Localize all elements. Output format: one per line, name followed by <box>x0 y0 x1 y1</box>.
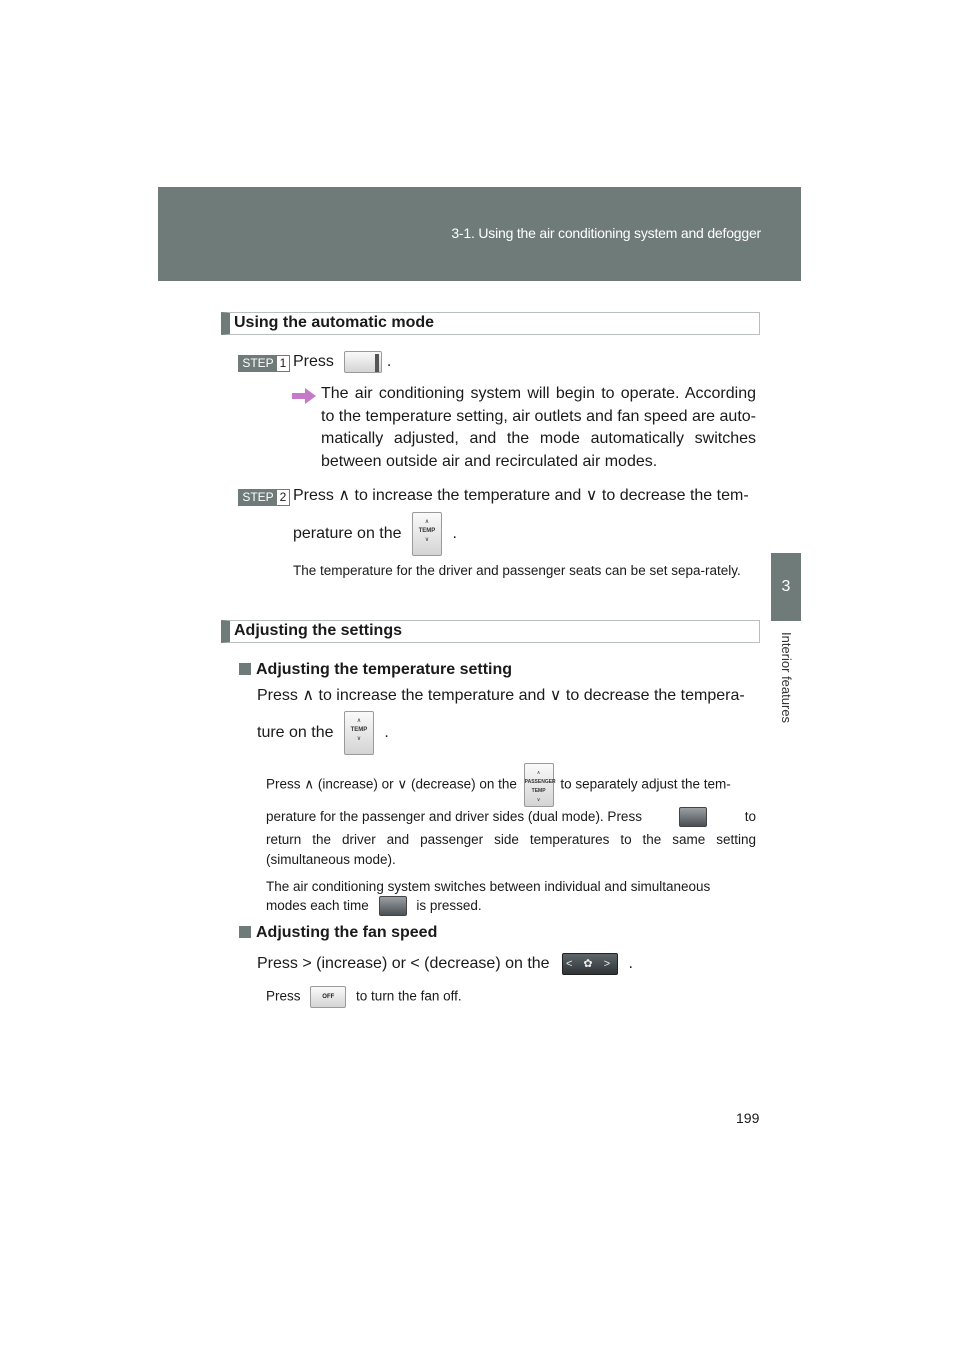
header-band <box>158 187 801 281</box>
step1-result: The air conditioning system will begin to operate. According to the temperature setting, air outlets and fan speed are auto-matically adjusted, and the mode automatically switches between outside air and recirculated air modes. <box>321 385 756 470</box>
section-title: Adjusting the settings <box>234 622 402 639</box>
auto-button-icon <box>344 351 382 373</box>
subheading-temperature <box>239 659 512 682</box>
square-bullet-icon <box>239 663 251 675</box>
step1-press-text: Press <box>293 353 334 371</box>
temp-button-icon: ∧ TEMP ∨ <box>344 711 374 755</box>
fan-line <box>257 953 633 976</box>
section-heading-adjusting <box>221 620 760 643</box>
fan-off-label: OFF <box>322 994 335 1000</box>
subheading-text: Adjusting the temperature setting <box>256 661 513 678</box>
step-label: STEP <box>239 490 277 505</box>
section-heading-automatic <box>221 312 760 335</box>
temp-button-label: TEMP <box>418 528 436 534</box>
fan-speed-button-icon: < ✿ > <box>562 953 618 975</box>
mode-note-line2 <box>266 896 482 916</box>
dual-note-line1 <box>266 763 756 807</box>
step2-line1: Press ∧ to increase the temperature and ∨ to decrease the tem- <box>293 487 749 504</box>
chapter-number-tab: 3 <box>771 553 801 621</box>
step-number: 1 <box>279 356 287 370</box>
passenger-temp-button-icon: ∧ PASSENGER TEMP ∨ <box>524 763 554 807</box>
step2-note: The temperature for the driver and passenger seats can be set sepa-rately. <box>293 563 741 578</box>
fan-off-button-icon <box>310 986 346 1008</box>
fan-off-text: Press <box>266 988 301 1004</box>
temp-button-icon: ∧ TEMP ∨ <box>412 512 442 556</box>
step2-line2-text: perature on the <box>293 525 402 543</box>
temp-period: . <box>384 724 389 742</box>
step-badge-1 <box>238 355 290 372</box>
chapter-side-label: Interior features <box>779 632 794 724</box>
page-number: 199 <box>736 1110 760 1126</box>
dual-note-text: to <box>744 809 756 825</box>
temp-line2-text: ture on the <box>257 724 334 742</box>
dual-note-text: perature for the passenger and driver sides (dual mode). Press <box>266 809 642 825</box>
mode-note-text: is pressed. <box>416 898 482 913</box>
dual-note-text: Press ∧ (increase) or ∨ (decrease) on the <box>266 776 517 792</box>
dual-note-line2 <box>266 807 756 827</box>
passenger-temp-label: PASSENGER TEMP <box>524 779 556 794</box>
step1-instruction <box>293 351 391 374</box>
dual-note-text: to separately adjust the tem- <box>560 776 731 792</box>
fan-off-note <box>266 986 462 1008</box>
fan-off-text: to turn the fan off. <box>356 988 462 1004</box>
fan-line-text: Press > (increase) or < (decrease) on the <box>257 955 550 973</box>
temp-line1: Press ∧ to increase the temperature and ∨ to decrease the tempera- <box>257 687 745 704</box>
step2-period: . <box>452 525 457 543</box>
subheading-fan <box>239 922 437 945</box>
mode-note-text: modes each time <box>266 898 369 913</box>
subheading-text: Adjusting the fan speed <box>256 924 438 941</box>
step-label: STEP <box>239 356 277 371</box>
result-arrow-icon <box>292 388 316 404</box>
temp-button-label: TEMP <box>350 727 368 733</box>
square-bullet-icon <box>239 926 251 938</box>
dual-button-icon <box>379 896 407 916</box>
mode-note-line1: The air conditioning system switches between individual and simultaneous <box>266 879 711 894</box>
step1-period: . <box>386 353 392 371</box>
fan-period: . <box>628 955 633 973</box>
step2-line2 <box>293 512 457 556</box>
dual-note-rest: return the driver and passenger side temperatures to the same setting (simultaneous mode). <box>266 832 756 867</box>
dual-button-icon <box>679 807 707 827</box>
step-number: 2 <box>279 490 287 504</box>
chapter-title: 3-1. Using the air conditioning system and defogger <box>451 225 761 241</box>
step-badge-2 <box>238 489 290 506</box>
section-title: Using the automatic mode <box>234 314 435 331</box>
temp-line2 <box>257 711 389 755</box>
